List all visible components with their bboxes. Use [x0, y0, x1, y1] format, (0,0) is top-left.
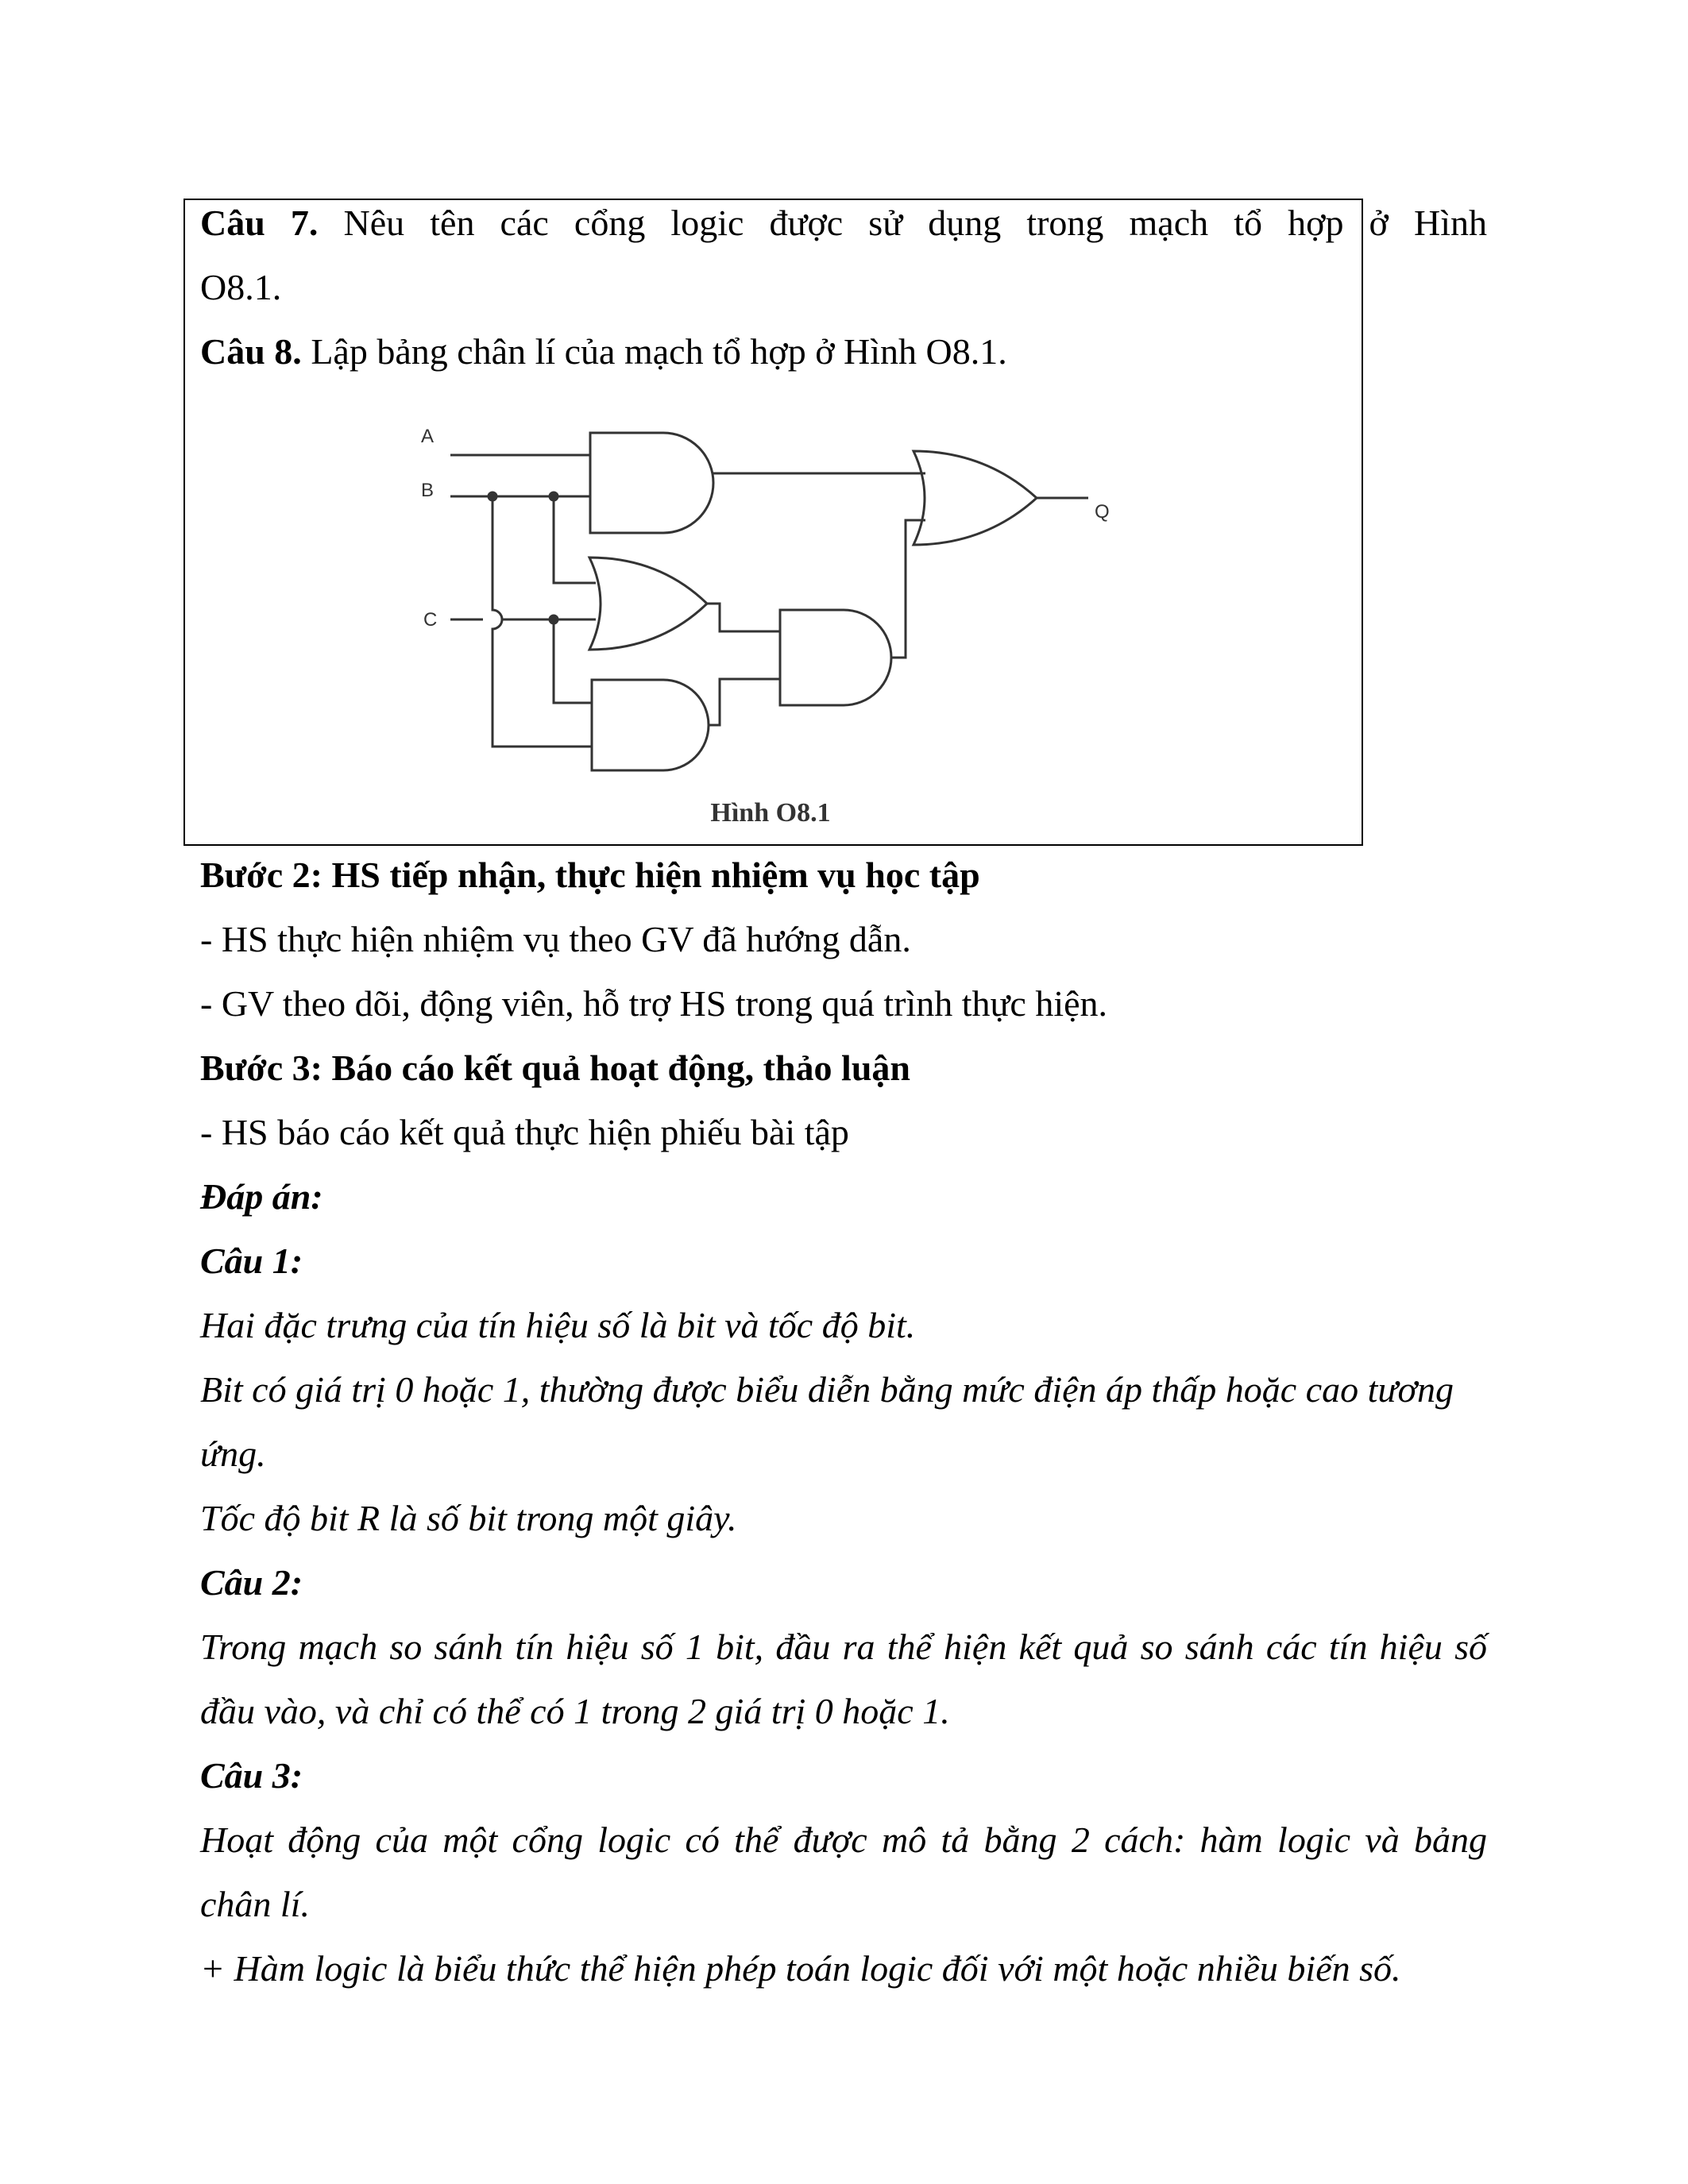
junction-dot [550, 492, 558, 500]
step2-item-2: - GV theo dõi, động viên, hỗ trợ HS trong quá trình thực hiện. [200, 983, 1108, 1024]
question-7-line1 [200, 191, 1487, 255]
step3-heading [200, 1036, 1487, 1100]
answer-1-line-2: Bit có giá trị 0 hoặc 1, thường được biểu diễn bằng mức điện áp thấp hoặc cao tương [200, 1369, 1454, 1410]
answers-heading [200, 1164, 1487, 1229]
question-8-label: Câu 8. [200, 331, 302, 372]
answer-3-line-2: chân lí. [200, 1884, 310, 1924]
question-7-line2: O8.1. [200, 267, 282, 307]
answer-2-line-2: đầu vào, và chỉ có thể có 1 trong 2 giá trị 0 hoặc 1. [200, 1691, 950, 1731]
question-8-line [200, 319, 1487, 384]
step3-item-1: - HS báo cáo kết quả thực hiện phiếu bài tập [200, 1112, 849, 1152]
input-label-a: A [421, 426, 435, 447]
question-7-text: Nêu tên các cổng logic được sử dụng trong mạch tổ hợp ở Hình [343, 203, 1487, 243]
step3-heading-text: Bước 3: Báo cáo kết quả hoạt động, thảo luận [200, 1048, 910, 1088]
answers-heading-text: Đáp án: [200, 1176, 323, 1217]
answer-3-label-text: Câu 3: [200, 1755, 303, 1796]
and-gate-2 [592, 680, 709, 770]
step2-item-1: - HS thực hiện nhiệm vụ theo GV đã hướng dẫn. [200, 919, 911, 959]
answer-1-line-4: Tốc độ bit R là số bit trong một giây. [200, 1498, 737, 1538]
answer-3-line-1: Hoạt động của một cổng logic có thể được mô tả bằng 2 cách: hàm logic và bảng [200, 1819, 1487, 1860]
and-gate-3 [780, 610, 891, 705]
answer-3-line-3: + Hàm logic là biểu thức thể hiện phép toán logic đối với một hoặc nhiều biến số. [200, 1948, 1401, 1989]
and-gate-1 [590, 433, 713, 533]
junction-dot [489, 492, 496, 500]
step2-heading-text: Bước 2: HS tiếp nhận, thực hiện nhiệm vụ học tập [200, 855, 980, 895]
or-gate-2 [914, 451, 1037, 545]
answer-2-label-text: Câu 2: [200, 1562, 303, 1603]
output-label-q: Q [1095, 501, 1110, 523]
or-gate-1 [589, 558, 707, 650]
input-label-c: C [423, 609, 438, 631]
answer-1-line-3: ứng. [200, 1433, 266, 1474]
figure-caption: Hình O8.1 [710, 798, 831, 828]
input-label-b: B [421, 480, 435, 501]
junction-dot [550, 615, 558, 623]
answer-2-label [200, 1550, 1487, 1615]
circuit-wires [450, 455, 1088, 747]
answer-1-line-1: Hai đặc trưng của tín hiệu số là bit và tốc độ bit. [200, 1305, 916, 1345]
answer-1-label-text: Câu 1: [200, 1241, 303, 1281]
answer-3-label [200, 1743, 1487, 1808]
question-8-text: Lập bảng chân lí của mạch tổ hợp ở Hình O8.1. [311, 331, 1007, 372]
logic-circuit-diagram [397, 405, 1128, 778]
answer-1-label [200, 1229, 1487, 1293]
answer-2-line-1: Trong mạch so sánh tín hiệu số 1 bit, đầu ra thể hiện kết quả so sánh các tín hiệu số [200, 1626, 1487, 1667]
step2-heading [200, 843, 1487, 907]
question-7-label: Câu 7. [200, 203, 319, 243]
